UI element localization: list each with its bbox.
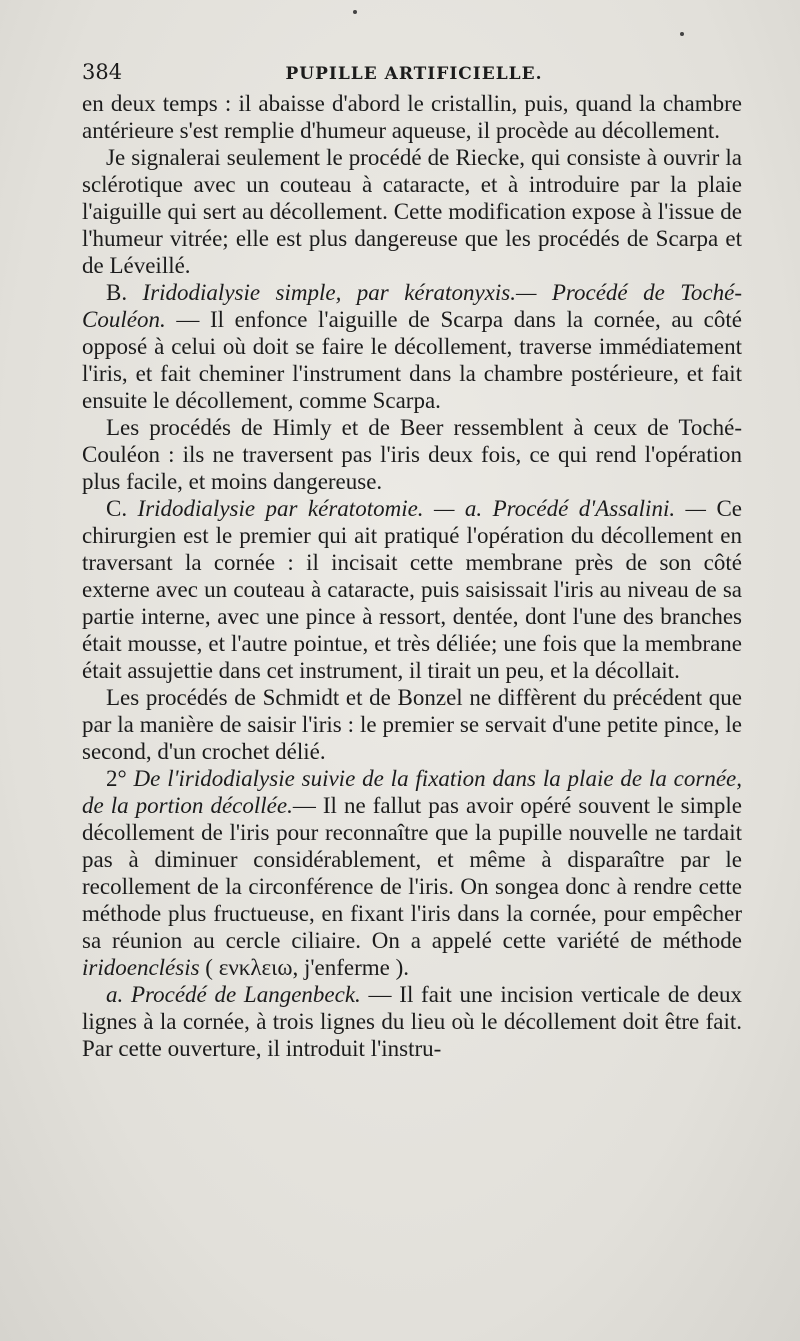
- body-text: [82, 90, 742, 1062]
- section-heading: De l'iridodialysie suivie de la fixation dans la plaie de la cornée, de la portion décollée.: [82, 766, 742, 818]
- paragraph-8: [82, 981, 742, 1062]
- paragraph-text: — Il ne fallut pas avoir opéré souvent le simple décollement de l'iris pour reconnaître que la pupille nouvelle ne tardait pas à diminuer considérablement, et même à disparaître par le recollement de la circonférence de l'iris. On songea donc à rendre cette méthode plus fructueuse, en fixant l'iris dans la cornée, pour empêcher sa réunion au cercle ciliaire. On a appelé cette variété de méthode: [82, 793, 742, 953]
- section-letter: B.: [106, 280, 128, 305]
- print-speck: [680, 32, 684, 36]
- paragraph-3: [82, 279, 742, 414]
- paragraph-4: Les procédés de Himly et de Beer ressemblent à ceux de Toché-Couléon : ils ne traversent pas l'iris deux fois, ce qui rend l'opération plus facile, et moins dangereuse.: [82, 415, 742, 494]
- section-heading: Iridodialysie par kératotomie. — a. Procédé d'Assalini. —: [137, 496, 706, 521]
- paragraph-2: Je signalerai seulement le procédé de Riecke, qui consiste à ouvrir la sclérotique avec un couteau à cataracte, et à introduire par la plaie l'aiguille qui sert au décollement. Cette modification expose à l'issue de l'humeur vitrée; elle est plus dangereuse que les procédés de Scarpa et de Léveillé.: [82, 145, 742, 278]
- running-head: [82, 60, 742, 90]
- paragraph-text: — Il fait une incision verticale de deux lignes à la cornée, à trois lignes du lieu où le décollement doit être fait. Par cette ouverture, il introduit l'instru-: [82, 982, 742, 1061]
- term-italic: iridoenclésis: [82, 955, 200, 980]
- greek-etymology: ( ενκλειω, j'enferme ).: [205, 955, 410, 980]
- page-number: 384: [82, 60, 123, 84]
- paragraph-text: — Il enfonce l'aiguille de Scarpa dans la cornée, au côté opposé à celui où doit se faire le décollement, traverse immédiatement l'iris, et fait cheminer l'instrument dans la chambre postérieure, et fait ensuite le décollement, comme Scarpa.: [82, 307, 742, 413]
- print-speck: [353, 10, 357, 14]
- section-heading: a. Procédé de Langenbeck.: [106, 982, 361, 1007]
- paragraph-5: [82, 495, 742, 684]
- section-number: 2°: [106, 766, 127, 791]
- paragraph-text: Ce chirurgien est le premier qui ait pratiqué l'opération du décollement en traversant la cornée : il incisait cette membrane près de son côté externe avec un couteau à cataracte, puis saisissait l'iris au niveau de sa partie interne, avec une pince à ressort, dentée, dont l'une des branches était mousse, et l'autre pointue, et très déliée; une fois que la membrane était assujettie dans cet instrument, il tirait un peu, et la décollait.: [82, 496, 743, 683]
- paragraph-7: [82, 765, 742, 981]
- paragraph-1: en deux temps : il abaisse d'abord le cristallin, puis, quand la chambre antérieure s'est remplie d'humeur aqueuse, il procède au décollement.: [82, 91, 742, 143]
- paragraph-6: Les procédés de Schmidt et de Bonzel ne diffèrent du précédent que par la manière de saisir l'iris : le premier se servait d'une petite pince, le second, d'un crochet délié.: [82, 685, 742, 764]
- section-letter: C.: [106, 496, 128, 521]
- running-title: PUPILLE ARTIFICIELLE.: [285, 64, 543, 84]
- section-heading: Iridodialysie simple, par kératonyxis.— Procédé de Toché-Couléon.: [82, 280, 742, 332]
